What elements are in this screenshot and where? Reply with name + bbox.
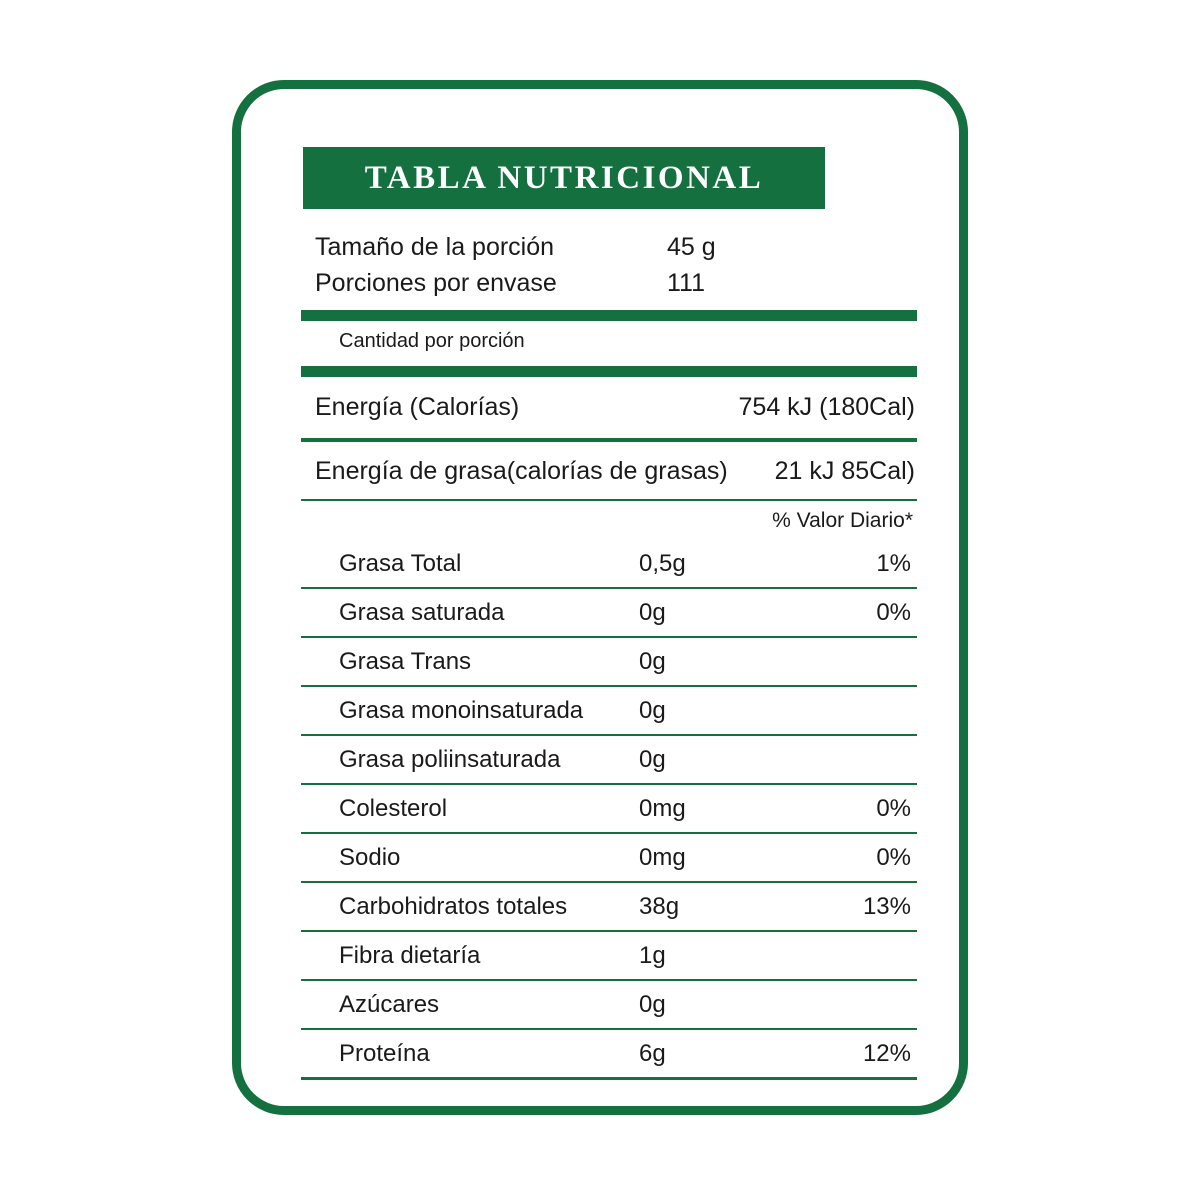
nutrient-table — [301, 540, 917, 1077]
nutrient-daily-value: 12% — [799, 1029, 917, 1077]
nutrient-daily-value — [799, 735, 917, 784]
nutrient-name: Fibra dietaría — [301, 931, 639, 980]
divider-thick-top — [301, 310, 917, 321]
serving-size-row — [315, 229, 917, 265]
nutrient-daily-value: 13% — [799, 882, 917, 931]
nutrient-amount: 0g — [639, 980, 799, 1029]
amount-per-serving-label: Cantidad por porción — [339, 329, 525, 352]
nutrient-amount: 0g — [639, 588, 799, 637]
nutrient-name: Sodio — [301, 833, 639, 882]
energy-label: Energía (Calorías) — [315, 392, 520, 421]
nutrient-amount: 0g — [639, 637, 799, 686]
nutrition-facts-content — [301, 147, 917, 1080]
nutrient-name: Grasa poliinsaturada — [301, 735, 639, 784]
nutrient-amount: 6g — [639, 1029, 799, 1077]
table-row — [301, 540, 917, 588]
table-row — [301, 882, 917, 931]
table-row — [301, 686, 917, 735]
nutrient-table-body — [301, 540, 917, 1077]
nutrient-name: Grasa Total — [339, 550, 462, 577]
nutrient-amount: 0mg — [639, 833, 799, 882]
table-row — [301, 833, 917, 882]
table-row — [301, 637, 917, 686]
serving-information — [301, 229, 917, 302]
table-row — [301, 588, 917, 637]
nutrient-name: Carbohidratos totales — [301, 882, 639, 931]
nutrient-daily-value — [799, 980, 917, 1029]
energy-from-fat-value: 21 kJ 85Cal) — [774, 456, 915, 485]
serving-size-value: 45 g — [667, 233, 716, 261]
serving-size-label: Tamaño de la porción — [315, 233, 555, 261]
nutrient-daily-value: 0% — [799, 784, 917, 833]
daily-value-header: % Valor Diario* — [772, 509, 913, 532]
nutrient-daily-value: 0% — [799, 833, 917, 882]
nutrition-facts-panel — [232, 80, 968, 1115]
divider-bottom — [301, 1077, 917, 1080]
nutrient-daily-value: 0% — [799, 588, 917, 637]
nutrient-daily-value — [799, 637, 917, 686]
nutrient-name: Colesterol — [301, 784, 639, 833]
nutrient-amount: 0g — [639, 735, 799, 784]
nutrition-title-bar — [303, 147, 825, 209]
servings-per-container-value: 111 — [667, 269, 706, 298]
table-row — [301, 1029, 917, 1077]
nutrient-name: Azúcares — [301, 980, 639, 1029]
energy-from-fat-row — [301, 442, 917, 499]
nutrient-name: Grasa monoinsaturada — [301, 686, 639, 735]
nutrient-amount: 0mg — [639, 784, 799, 833]
energy-from-fat-label: Energía de grasa(calorías de grasas) — [315, 456, 728, 485]
nutrient-amount: 1g — [639, 931, 799, 980]
page-title: TABLA NUTRICIONAL — [364, 159, 764, 196]
table-row — [301, 784, 917, 833]
nutrient-amount: 38g — [639, 882, 799, 931]
servings-per-container-label: Porciones por envase — [315, 269, 557, 298]
nutrient-name: Grasa saturada — [301, 588, 639, 637]
nutrient-amount: 0,5g — [639, 550, 686, 577]
nutrient-daily-value — [799, 931, 917, 980]
table-row — [301, 980, 917, 1029]
table-row — [301, 931, 917, 980]
servings-per-container-row — [315, 265, 917, 301]
nutrient-amount: 0g — [639, 686, 799, 735]
nutrient-name: Proteína — [301, 1029, 639, 1077]
divider-thick-second — [301, 366, 917, 377]
table-row — [301, 735, 917, 784]
energy-row — [301, 377, 917, 438]
nutrient-daily-value: 1% — [876, 550, 911, 577]
energy-value: 754 kJ (180Cal) — [738, 392, 915, 421]
nutrient-daily-value — [799, 686, 917, 735]
nutrient-name: Grasa Trans — [301, 637, 639, 686]
